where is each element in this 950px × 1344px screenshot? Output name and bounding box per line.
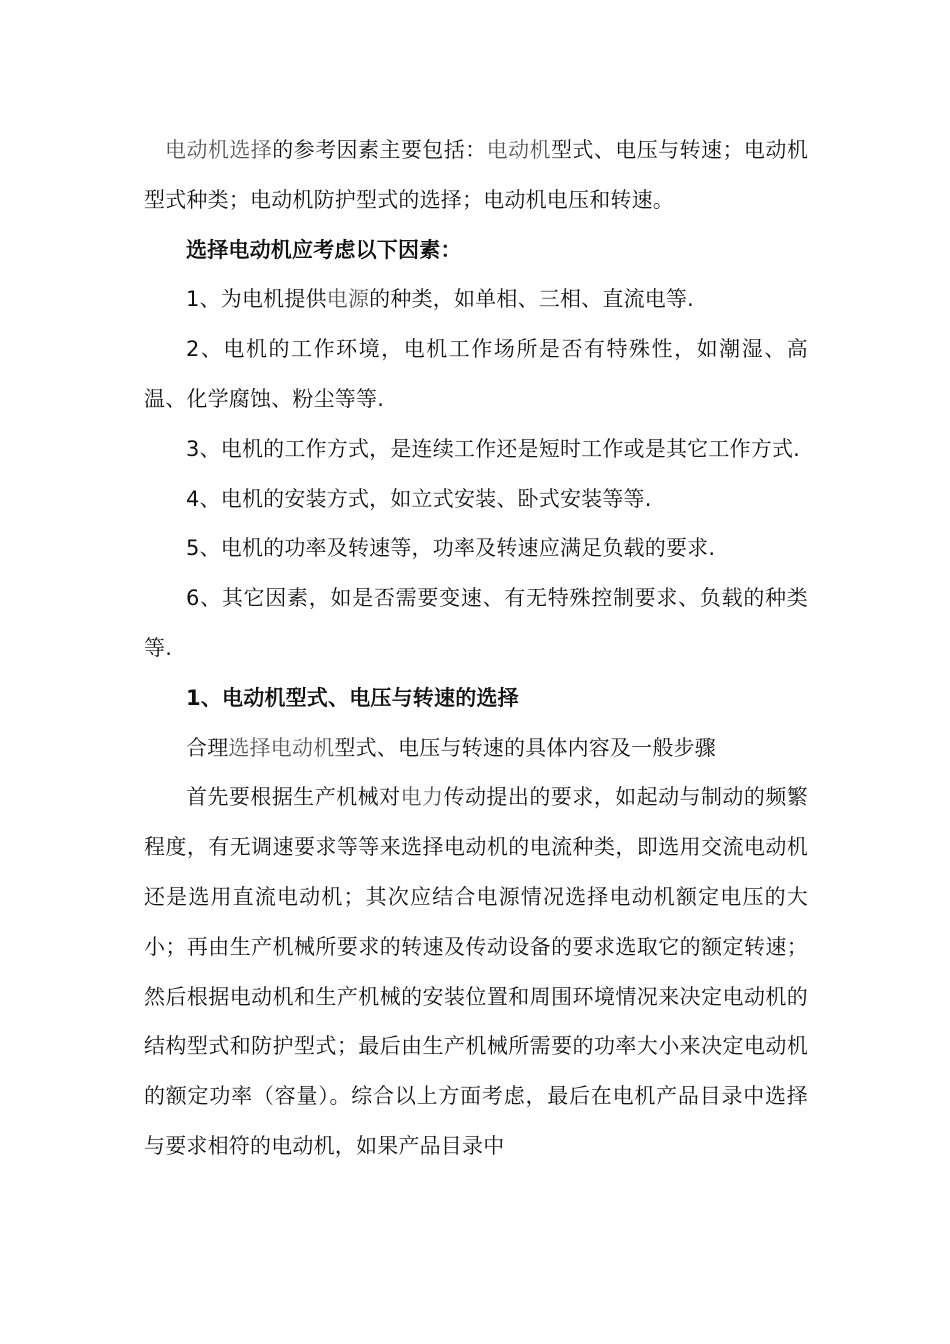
select-motor-link[interactable]: 选择电动机 <box>228 735 335 760</box>
intro-text-2: 型式、电压与转速；电动机型式种类；电动机防护型式的选择；电动机电压和转速。 <box>144 138 809 212</box>
factor-item-2: 2、电机的工作环境，电机工作场所是否有特殊性，如潮湿、高温、化学腐蚀、粉尘等等. <box>144 337 808 411</box>
factor-item-1-post: 的种类，如单相、三相、直流电等. <box>369 287 695 312</box>
factor-item-4: 4、电机的安装方式，如立式安装、卧式安装等等. <box>186 486 652 511</box>
factor-item-1-pre: 1、为电机提供 <box>186 287 327 312</box>
electric-power-link[interactable]: 电力 <box>400 785 444 810</box>
body-post: 传动提出的要求，如起动与制动的频繁程度，有无调速要求等等来选择电动机的电流种类，即选用交流电动机还是选用直流电动机；其次应结合电源情况选择电动机额定电压的大小；再由生产机械所要求的转速及传动设备的要求选取它的额定转速；然后根据电动机和生产机械的安装位置和周围环境情况来决定电动机的结构型式和防护型式；最后由生产机械所需要的功率大小来决定电动机的额定功率（容量）。综合以上方面考虑，最后在电机产品目录中选择与要求相符的电动机，如果产品目录中 <box>144 785 809 1158</box>
body-paragraph <box>144 773 808 1171</box>
document-body <box>144 126 808 1172</box>
factor-item-6: 6、其它因素，如是否需要变速、有无特殊控制要求、负载的种类等. <box>144 586 808 660</box>
intro-text-1: 的参考因素主要包括： <box>272 138 487 162</box>
factor-item-3: 3、电机的工作方式，是连续工作还是短时工作或是其它工作方式. <box>186 436 801 461</box>
section-heading-selection: 1、电动机型式、电压与转速的选择 <box>186 685 519 710</box>
subline-pre: 合理 <box>186 735 229 760</box>
factor-item-1 <box>144 275 808 325</box>
motor-selection-link[interactable]: 电动机选择 <box>165 138 273 162</box>
power-source-link[interactable]: 电源 <box>326 287 370 312</box>
subline-paragraph <box>144 724 808 774</box>
factor-item-5: 5、电机的功率及转速等，功率及转速应满足负载的要求. <box>186 536 716 561</box>
subline-post: 型式、电压与转速的具体内容及一般步骤 <box>334 735 717 760</box>
section-heading-factors: 选择电动机应考虑以下因素： <box>186 237 462 262</box>
intro-paragraph <box>144 126 808 226</box>
motor-link[interactable]: 电动机 <box>486 138 551 162</box>
body-pre: 首先要根据生产机械对 <box>186 785 401 810</box>
